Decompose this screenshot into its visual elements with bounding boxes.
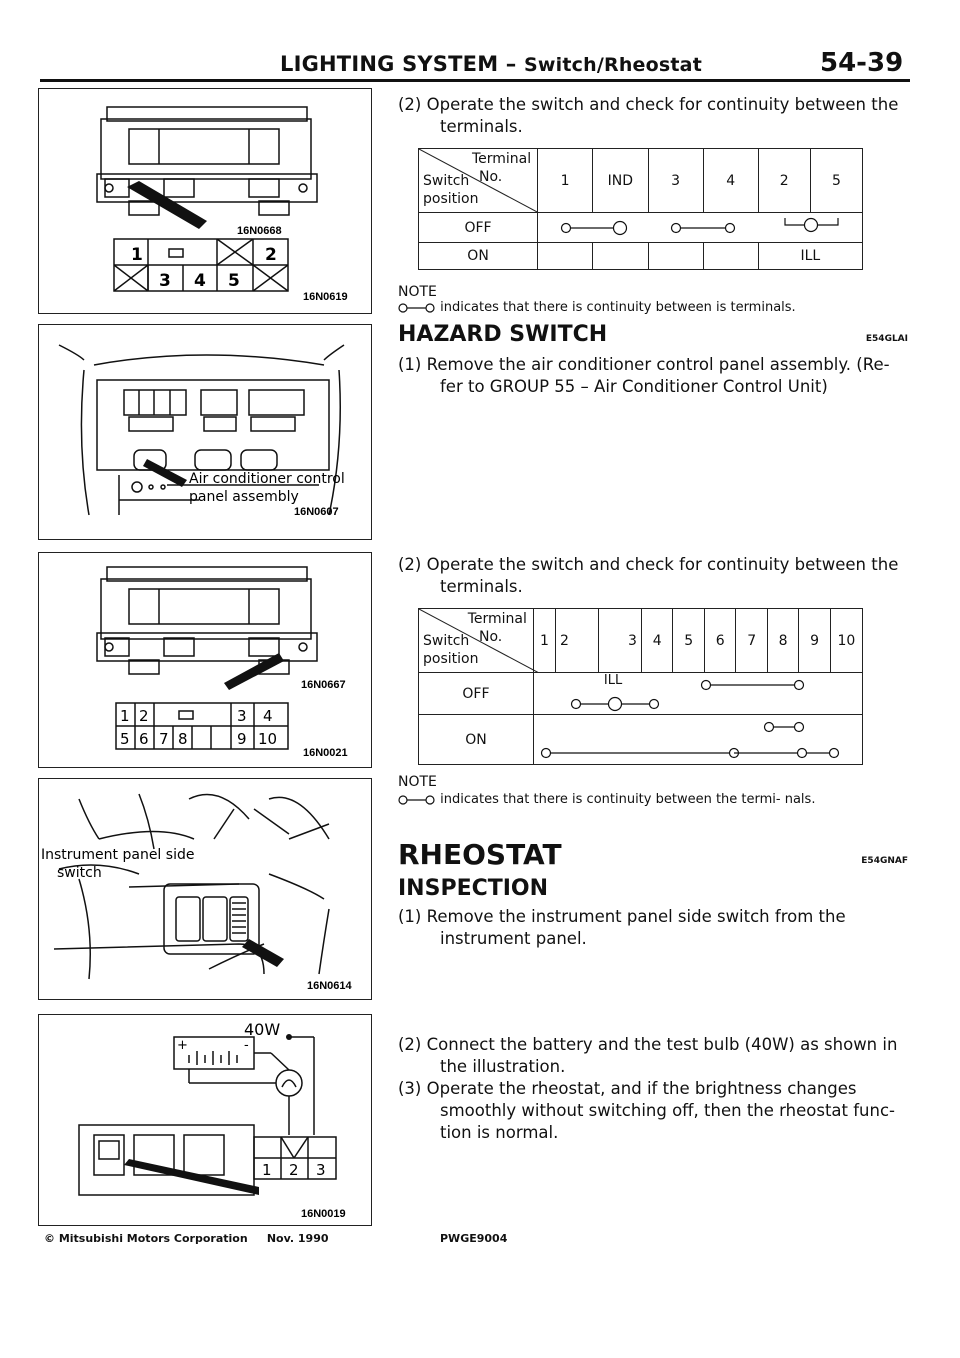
pointer-arrow: [127, 181, 207, 229]
header-title: LIGHTING SYSTEM – Switch/Rheostat: [280, 52, 702, 76]
col-header: 6: [704, 609, 735, 673]
continuity-symbols: [538, 213, 863, 243]
hazard-step-2: (2) Operate the switch and check for continuity between the terminals.: [398, 555, 899, 596]
figure-switch-panel-1: [38, 88, 372, 314]
col-header: 4: [703, 149, 758, 213]
terminal-label-3: 3: [316, 1161, 326, 1179]
connector-label-3: 3: [237, 707, 247, 725]
figure-code-b: 16N0619: [303, 291, 348, 303]
table-corner: Terminal No. Switch position: [419, 609, 534, 673]
switch-panel-drawing-2: [39, 553, 371, 767]
figure-instrument-panel-switch: [38, 778, 372, 1000]
bulb-label: 40W: [244, 1020, 281, 1039]
figure-code-b: 16N0021: [303, 747, 348, 759]
figure-code-a: 16N0668: [237, 225, 282, 237]
instrument-label-line1: Instrument panel side: [41, 847, 195, 863]
figure-code-a: 16N0667: [301, 679, 346, 691]
footer-copyright: © Mitsubishi Motors Corporation Nov. 1990: [44, 1232, 329, 1245]
col-header: 3: [648, 149, 703, 213]
connector-label-8: 8: [178, 730, 188, 748]
continuity-table-1: [418, 148, 863, 270]
hazard-step-1: (1) Remove the air conditioner control panel assembly. (Re- fer to GROUP 55 – Air Conditioner Control Unit): [398, 355, 890, 396]
figure-rheostat-test: [38, 1014, 372, 1226]
note-2: NOTE indicates that there is continuity between the termi- nals.: [398, 774, 816, 807]
rheostat-heading: RHEOSTAT E54GNAF: [398, 838, 908, 871]
instrument-label-line2: switch: [57, 865, 102, 881]
pointer-arrow: [224, 653, 284, 690]
instrument-panel-drawing: [39, 779, 371, 999]
connector-label-9: 9: [237, 730, 247, 748]
connector-label-1: 1: [131, 245, 143, 265]
connector-label-2: 2: [139, 707, 149, 725]
ac-label-line2: panel assembly: [189, 489, 299, 505]
continuity-symbols: [534, 715, 859, 765]
continuity-symbols: [534, 673, 859, 715]
continuity-symbol-icon: [398, 794, 436, 806]
inspection-heading: INSPECTION: [398, 876, 549, 901]
page-number: 54-39: [820, 48, 904, 78]
col-header: 7: [736, 609, 767, 673]
step-operate-switch-1: (2) Operate the switch and check for continuity between the terminals.: [398, 95, 899, 136]
col-header: IND: [593, 149, 648, 213]
connector-label-3: 3: [159, 271, 171, 291]
row-label-on: ON: [419, 715, 534, 765]
figure-code: 16N0607: [294, 506, 339, 518]
terminal-label-2: 2: [289, 1161, 299, 1179]
figure-switch-panel-2: [38, 552, 372, 768]
header-rule: [40, 79, 910, 82]
footer-doc-code: PWGE9004: [440, 1232, 508, 1245]
col-header: 10: [830, 609, 862, 673]
connector-label-4: 4: [263, 707, 273, 725]
col-header: 4: [641, 609, 672, 673]
col-header: 9: [799, 609, 830, 673]
pointer-arrow: [143, 459, 187, 487]
pointer-arrow: [124, 1159, 259, 1195]
on-continuity: [533, 715, 862, 765]
off-continuity: ILL: [533, 673, 862, 715]
row-label-off: OFF: [419, 213, 538, 243]
col-header: 8: [767, 609, 798, 673]
col-header: 2: [556, 609, 599, 673]
battery-plus: +: [177, 1038, 188, 1053]
rheostat-step-1: (1) Remove the instrument panel side switch from the instrument panel.: [398, 907, 846, 948]
rheostat-wiring-drawing: [39, 1015, 371, 1225]
terminal-label-1: 1: [262, 1161, 272, 1179]
connector-label-5: 5: [120, 730, 130, 748]
connector-label-1: 1: [120, 707, 130, 725]
row-label-on: ON: [419, 243, 538, 270]
continuity-symbol-icon: [398, 302, 436, 314]
row-label-off: OFF: [419, 673, 534, 715]
connector-label-7: 7: [159, 730, 169, 748]
ill-label: ILL: [758, 243, 862, 270]
connector-label-6: 6: [139, 730, 149, 748]
ac-panel-drawing: [39, 325, 371, 539]
col-header: 5: [810, 149, 862, 213]
col-header: 5: [673, 609, 704, 673]
hazard-switch-heading: HAZARD SWITCH E54GLAI: [398, 322, 908, 347]
col-header: 3: [599, 609, 642, 673]
rheostat-step-3: (3) Operate the rheostat, and if the brightness changes smoothly without switching off, then the rheostat func- tion is normal.: [398, 1079, 895, 1142]
note-1: NOTE indicates that there is continuity between is terminals.: [398, 284, 796, 315]
figure-code: 16N0614: [307, 980, 352, 992]
continuity-table-2: [418, 608, 863, 765]
connector-label-2: 2: [265, 245, 277, 265]
figure-ac-control-panel: [38, 324, 372, 540]
connector-label-10: 10: [258, 730, 278, 748]
table-corner: Terminal No. Switch position: [419, 149, 538, 213]
off-continuity: [538, 213, 863, 243]
connector-label-4: 4: [194, 271, 206, 291]
rheostat-step-2: (2) Connect the battery and the test bulb (40W) as shown in the illustration.: [398, 1035, 898, 1076]
figure-code: 16N0019: [301, 1208, 346, 1220]
col-header: 2: [758, 149, 810, 213]
switch-panel-drawing: [39, 89, 371, 313]
battery-minus: -: [244, 1038, 249, 1053]
connector-label-5: 5: [228, 271, 240, 291]
col-header: 1: [538, 149, 593, 213]
col-header: 1: [533, 609, 555, 673]
ac-label-line1: Air conditioner control: [189, 471, 345, 487]
